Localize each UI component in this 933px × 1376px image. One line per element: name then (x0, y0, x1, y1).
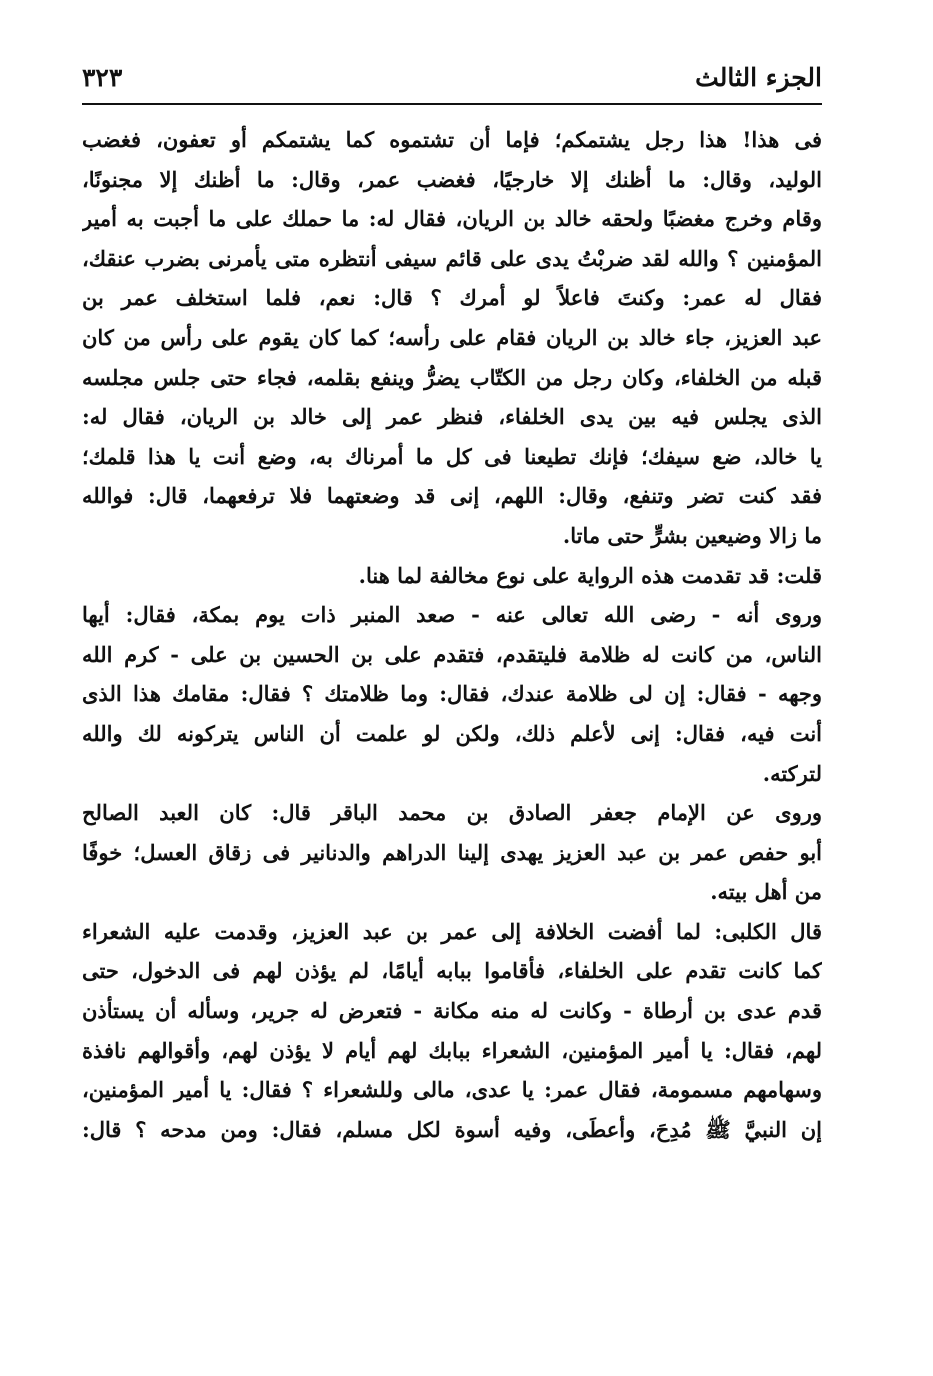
text-line: لتركته. (762, 760, 822, 786)
text-line: المؤمنين ؟ والله لقد ضربْتُ يدى على قائم سيفى أنتظره متى يأمرنى بضرب عنقك، (82, 245, 822, 271)
paragraph-5 (82, 912, 822, 1150)
header-rule (82, 103, 822, 105)
text-line: قلت: قد تقدمت هذه الرواية على نوع مخالفة لما هنا. (358, 562, 822, 588)
text-line: ما زالا وضيعين بشرٍّ حتى ماتا. (562, 522, 822, 548)
text-line: من أهل بيته. (710, 879, 822, 905)
text-line: الوليد، وقال: ما أظنك إلا خارجيًا، فغضب عمر، وقال: ما أظنك إلا مجنونًا، (82, 166, 822, 192)
paragraph-1 (82, 120, 822, 556)
text-line: أنت فيه، فقال: إنى لأعلم ذلك، ولكن لو علمت أن الناس يتركونه لك والله (82, 720, 822, 746)
running-title: الجزء الثالث (695, 63, 822, 92)
text-line: وقام وخرج مغضبًا ولحقه خالد بن الريان، فقال له: ما حملك على ما أجبت به أمير (82, 206, 822, 232)
text-line: قال الكلبى: لما أفضت الخلافة إلى عمر بن عبد العزيز، وقدمت عليه الشعراء (82, 918, 822, 944)
text-line: فى هذا! هذا رجل يشتمكم؛ فإما أن تشتموه كما يشتمكم أو تعفون، فغضب (82, 127, 822, 152)
text-line: الذى يجلس فيه بين يدى الخلفاء، فنظر عمر إلى خالد بن الريان، فقال له: (82, 404, 822, 430)
text-line: فقال له عمر: وكنتَ فاعلاً لو أمرك ؟ قال: نعم، فلما استخلف عمر بن (82, 285, 822, 311)
paragraph-3 (82, 595, 822, 793)
body-text (82, 120, 822, 1149)
text-line: قدم عدى بن أرطاة - وكانت له منه مكانة - فتعرض له جرير، وسأله أن يستأذن (82, 998, 822, 1024)
paragraph-4 (82, 793, 822, 912)
text-line: الناس، من كانت له ظلامة فليتقدم، فتقدم على بن الحسين بن على - كرم الله (82, 641, 822, 667)
text-line: قبله من الخلفاء، وكان رجل من الكتّاب يضرُّ وينفع بقلمه، فجاء حتى جلس مجلسه (82, 364, 822, 390)
running-head (82, 58, 822, 98)
text-line: فقد كنت تضر وتنفع، وقال: اللهم، إنى قد وضعتهما فلا ترفعهما، قال: فوالله (82, 483, 822, 509)
text-line: يا خالد، ضع سيفك؛ فإنك تطيعنا فى كل ما أمرناك به، وضع أنت يا هذا قلمك؛ (82, 443, 822, 469)
text-line: وجهه - فقال: إن لى ظلامة عندك، فقال: وما ظلامتك ؟ فقال: مقامك هذا الذى (82, 681, 822, 707)
text-line: إن النبيَّ ﷺ مُدِحَ، وأعطَى، وفيه أسوة لكل مسلم، فقال: ومن مدحه ؟ قال: (82, 1116, 822, 1142)
text-line: لهم، فقال: يا أمير المؤمنين، الشعراء ببابك لهم أيام لا يؤذن لهم، وأقوالهم نافذة (82, 1037, 822, 1063)
text-line: وروى عن الإمام جعفر الصادق بن محمد الباقر قال: كان العبد الصالح (82, 800, 822, 826)
page-number: ٣٢٣ (82, 63, 123, 92)
text-line: أبو حفص عمر بن عبد العزيز يهدى إلينا الدراهم والدنانير فى زقاق العسل؛ خوفًا (82, 839, 822, 865)
text-line: عبد العزيز، جاء خالد بن الريان فقام على رأسه؛ كما كان يقوم على رأس من كان (82, 324, 822, 350)
text-line: كما كانت تقدم على الخلفاء، فأقاموا ببابه أيامًا، لم يؤذن لهم فى الدخول، حتى (82, 958, 822, 984)
text-line: وروى أنه - رضى الله تعالى عنه - صعد المنبر ذات يوم بمكة، فقال: أيها (82, 602, 822, 628)
paragraph-2 (82, 556, 822, 596)
text-line: وسهامهم مسمومة، فقال عمر: يا عدى، مالى وللشعراء ؟ فقال: يا أمير المؤمنين، (82, 1077, 822, 1103)
